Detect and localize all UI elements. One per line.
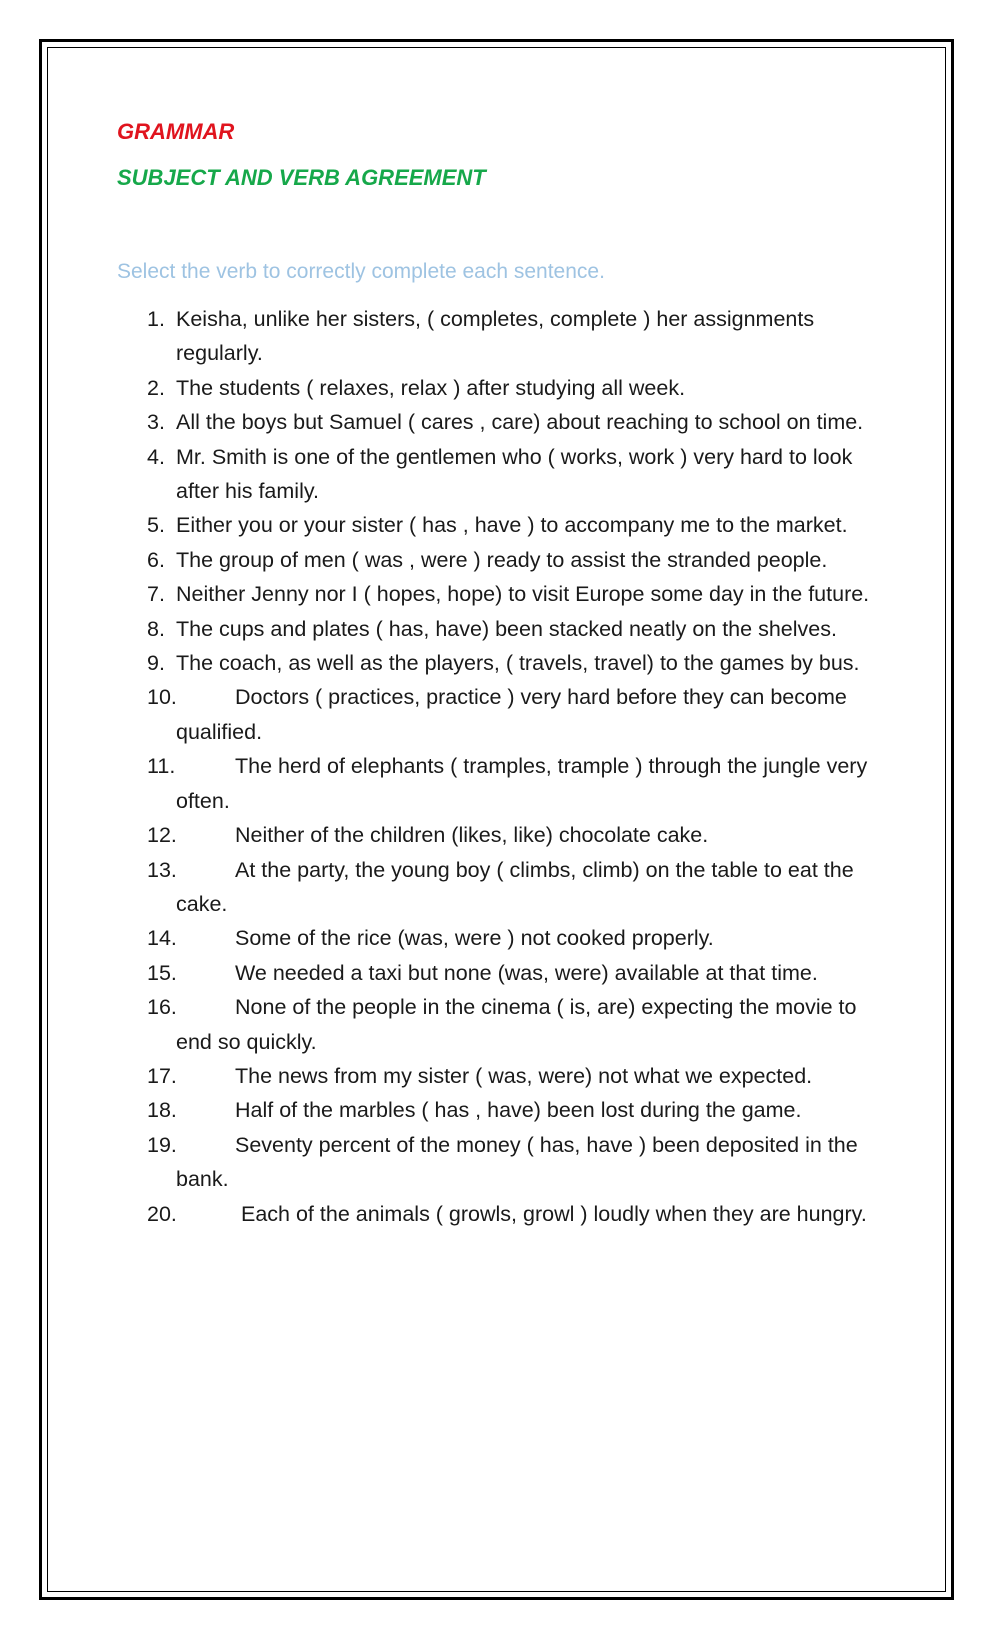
question-number: 9. bbox=[147, 651, 165, 676]
question-number: 3. bbox=[147, 410, 165, 435]
question-item bbox=[117, 853, 877, 922]
question-text: Some of the rice (was, were ) not cooked properly. bbox=[235, 926, 714, 951]
question-number: 17. bbox=[147, 1063, 177, 1088]
question-text: Keisha, unlike her sisters, ( completes, complete ) her assignments regularly. bbox=[176, 307, 815, 366]
page-subtitle: SUBJECT AND VERB AGREEMENT bbox=[117, 165, 486, 190]
question-text: The news from my sister ( was, were) not what we expected. bbox=[235, 1063, 813, 1088]
question-number: 20. bbox=[147, 1201, 177, 1226]
question-item bbox=[117, 680, 877, 749]
question-item bbox=[117, 956, 877, 990]
question-item bbox=[117, 646, 877, 680]
question-item bbox=[117, 818, 877, 852]
question-item bbox=[117, 1059, 877, 1093]
question-text: Seventy percent of the money ( has, have ) been deposited in the bank. bbox=[176, 1132, 858, 1192]
question-text: The group of men ( was , were ) ready to assist the stranded people. bbox=[176, 547, 828, 572]
question-item bbox=[117, 302, 877, 371]
question-item bbox=[117, 990, 877, 1059]
question-number: 4. bbox=[147, 444, 165, 469]
question-text: Neither Jenny nor I ( hopes, hope) to visit Europe some day in the future. bbox=[176, 582, 870, 607]
question-item bbox=[117, 1128, 877, 1197]
question-number: 15. bbox=[147, 960, 177, 985]
question-number: 13. bbox=[147, 857, 177, 882]
question-text: Either you or your sister ( has , have ) to accompany me to the market. bbox=[176, 513, 848, 538]
question-item bbox=[117, 577, 877, 611]
question-text: None of the people in the cinema ( is, are) expecting the movie to end so quickly. bbox=[176, 995, 857, 1054]
question-item bbox=[117, 921, 877, 955]
page-title: GRAMMAR bbox=[117, 119, 235, 144]
question-number: 12. bbox=[147, 823, 177, 848]
question-item bbox=[117, 1093, 877, 1127]
question-text: Half of the marbles ( has , have) been lost during the game. bbox=[235, 1098, 802, 1123]
question-item bbox=[117, 440, 877, 509]
question-item bbox=[117, 508, 877, 542]
question-number: 6. bbox=[147, 547, 165, 572]
question-text: At the party, the young boy ( climbs, climb) on the table to eat the cake. bbox=[176, 857, 854, 916]
question-text: We needed a taxi but none (was, were) available at that time. bbox=[235, 960, 818, 985]
question-list bbox=[117, 302, 877, 1231]
instruction-text: Select the verb to correctly complete each sentence. bbox=[117, 260, 605, 283]
question-number: 2. bbox=[147, 375, 165, 400]
question-number: 18. bbox=[147, 1098, 177, 1123]
question-text: The students ( relaxes, relax ) after studying all week. bbox=[176, 375, 686, 400]
question-item bbox=[117, 749, 877, 818]
question-number: 11. bbox=[147, 754, 176, 779]
question-text: The herd of elephants ( tramples, trample ) through the jungle very often. bbox=[176, 754, 868, 813]
question-text: The cups and plates ( has, have) been stacked neatly on the shelves. bbox=[176, 616, 837, 641]
question-item bbox=[117, 612, 877, 646]
question-item bbox=[117, 405, 877, 439]
question-text: Doctors ( practices, practice ) very hard before they can become qualified. bbox=[176, 685, 847, 744]
question-number: 7. bbox=[147, 582, 165, 607]
question-text: Neither of the children (likes, like) chocolate cake. bbox=[235, 823, 709, 848]
question-text: Each of the animals ( growls, growl ) loudly when they are hungry. bbox=[241, 1201, 867, 1226]
question-number: 1. bbox=[147, 307, 165, 331]
question-number: 10. bbox=[147, 685, 177, 710]
question-text: The coach, as well as the players, ( travels, travel) to the games by bus. bbox=[176, 651, 860, 676]
question-item bbox=[117, 1197, 877, 1231]
worksheet bbox=[117, 118, 877, 1231]
question-number: 14. bbox=[147, 926, 177, 951]
question-text: All the boys but Samuel ( cares , care) about reaching to school on time. bbox=[176, 410, 864, 435]
question-text: Mr. Smith is one of the gentlemen who ( works, work ) very hard to look after his family. bbox=[176, 444, 853, 504]
question-number: 5. bbox=[147, 513, 165, 538]
question-number: 8. bbox=[147, 616, 165, 641]
question-number: 19. bbox=[147, 1132, 177, 1157]
question-number: 16. bbox=[147, 995, 177, 1020]
question-item bbox=[117, 371, 877, 405]
question-item bbox=[117, 543, 877, 577]
